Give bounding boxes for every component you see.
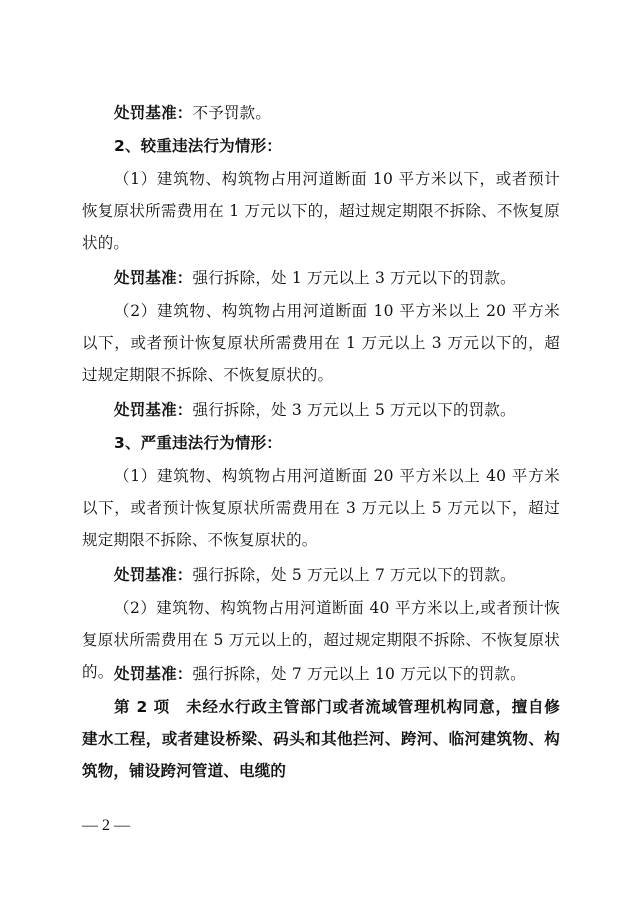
item-heading-2: 第 2 项 未经水行政主管部门或者流域管理机构同意，擅自修建水工程，或者建设桥梁、码头和其他拦河、跨河、临河建筑物、构筑物，铺设跨河管道、电缆的 — [82, 698, 560, 780]
penalty-basis-label: 处罚基准： — [114, 269, 193, 287]
case-paragraph-serious-1: （1）建筑物、构筑物占用河道断面 10 平方米以下，或者预计恢复原状所需费用在 1 万元以下的，超过规定期限不拆除、不恢复原状的。 — [82, 170, 560, 252]
page-number: — 2 — — [82, 817, 130, 834]
section-heading-serious: 2、较重违法行为情形： — [114, 137, 282, 155]
penalty-basis-text: 强行拆除，处 1 万元以上 3 万元以下的罚款。 — [192, 269, 516, 287]
penalty-basis-text: 不予罚款。 — [192, 104, 272, 122]
penalty-basis-paragraph-1 — [82, 97, 560, 129]
penalty-basis-label: 处罚基准： — [114, 401, 193, 419]
penalty-basis-text: 强行拆除，处 5 万元以上 7 万元以下的罚款。 — [192, 566, 516, 584]
penalty-basis-text: 强行拆除，处 7 万元以上 10 万元以下的罚款。 — [192, 665, 526, 683]
penalty-basis-label: 处罚基准： — [114, 566, 193, 584]
penalty-basis-paragraph-3 — [82, 394, 560, 426]
case-paragraph-serious-2: （2）建筑物、构筑物占用河道断面 10 平方米以上 20 平方米以下，或者预计恢复原状所需费用在 1 万元以上 3 万元以下的，超过规定期限不拆除、不恢复原状的。 — [82, 302, 560, 384]
case-paragraph-severe-1: （1）建筑物、构筑物占用河道断面 20 平方米以上 40 平方米以下，或者预计恢复原状所需费用在 3 万元以上 5 万元以下，超过规定期限不拆除、不恢复原状的。 — [82, 467, 560, 549]
penalty-basis-text: 强行拆除，处 3 万元以上 5 万元以下的罚款。 — [192, 401, 516, 419]
penalty-basis-label: 处罚基准： — [114, 665, 193, 683]
case-paragraph-severe-2: （2）建筑物、构筑物占用河道断面 40 平方米以上,或者预计恢复原状所需费用在 5 万元以上的，超过规定期限不拆除、不恢复原状的。 — [82, 599, 560, 681]
penalty-basis-label: 处罚基准： — [114, 104, 193, 122]
section-heading-severe: 3、严重违法行为情形： — [114, 434, 282, 452]
penalty-basis-paragraph-2 — [82, 262, 560, 294]
penalty-basis-paragraph-5 — [82, 658, 560, 690]
penalty-basis-paragraph-4 — [82, 559, 560, 591]
